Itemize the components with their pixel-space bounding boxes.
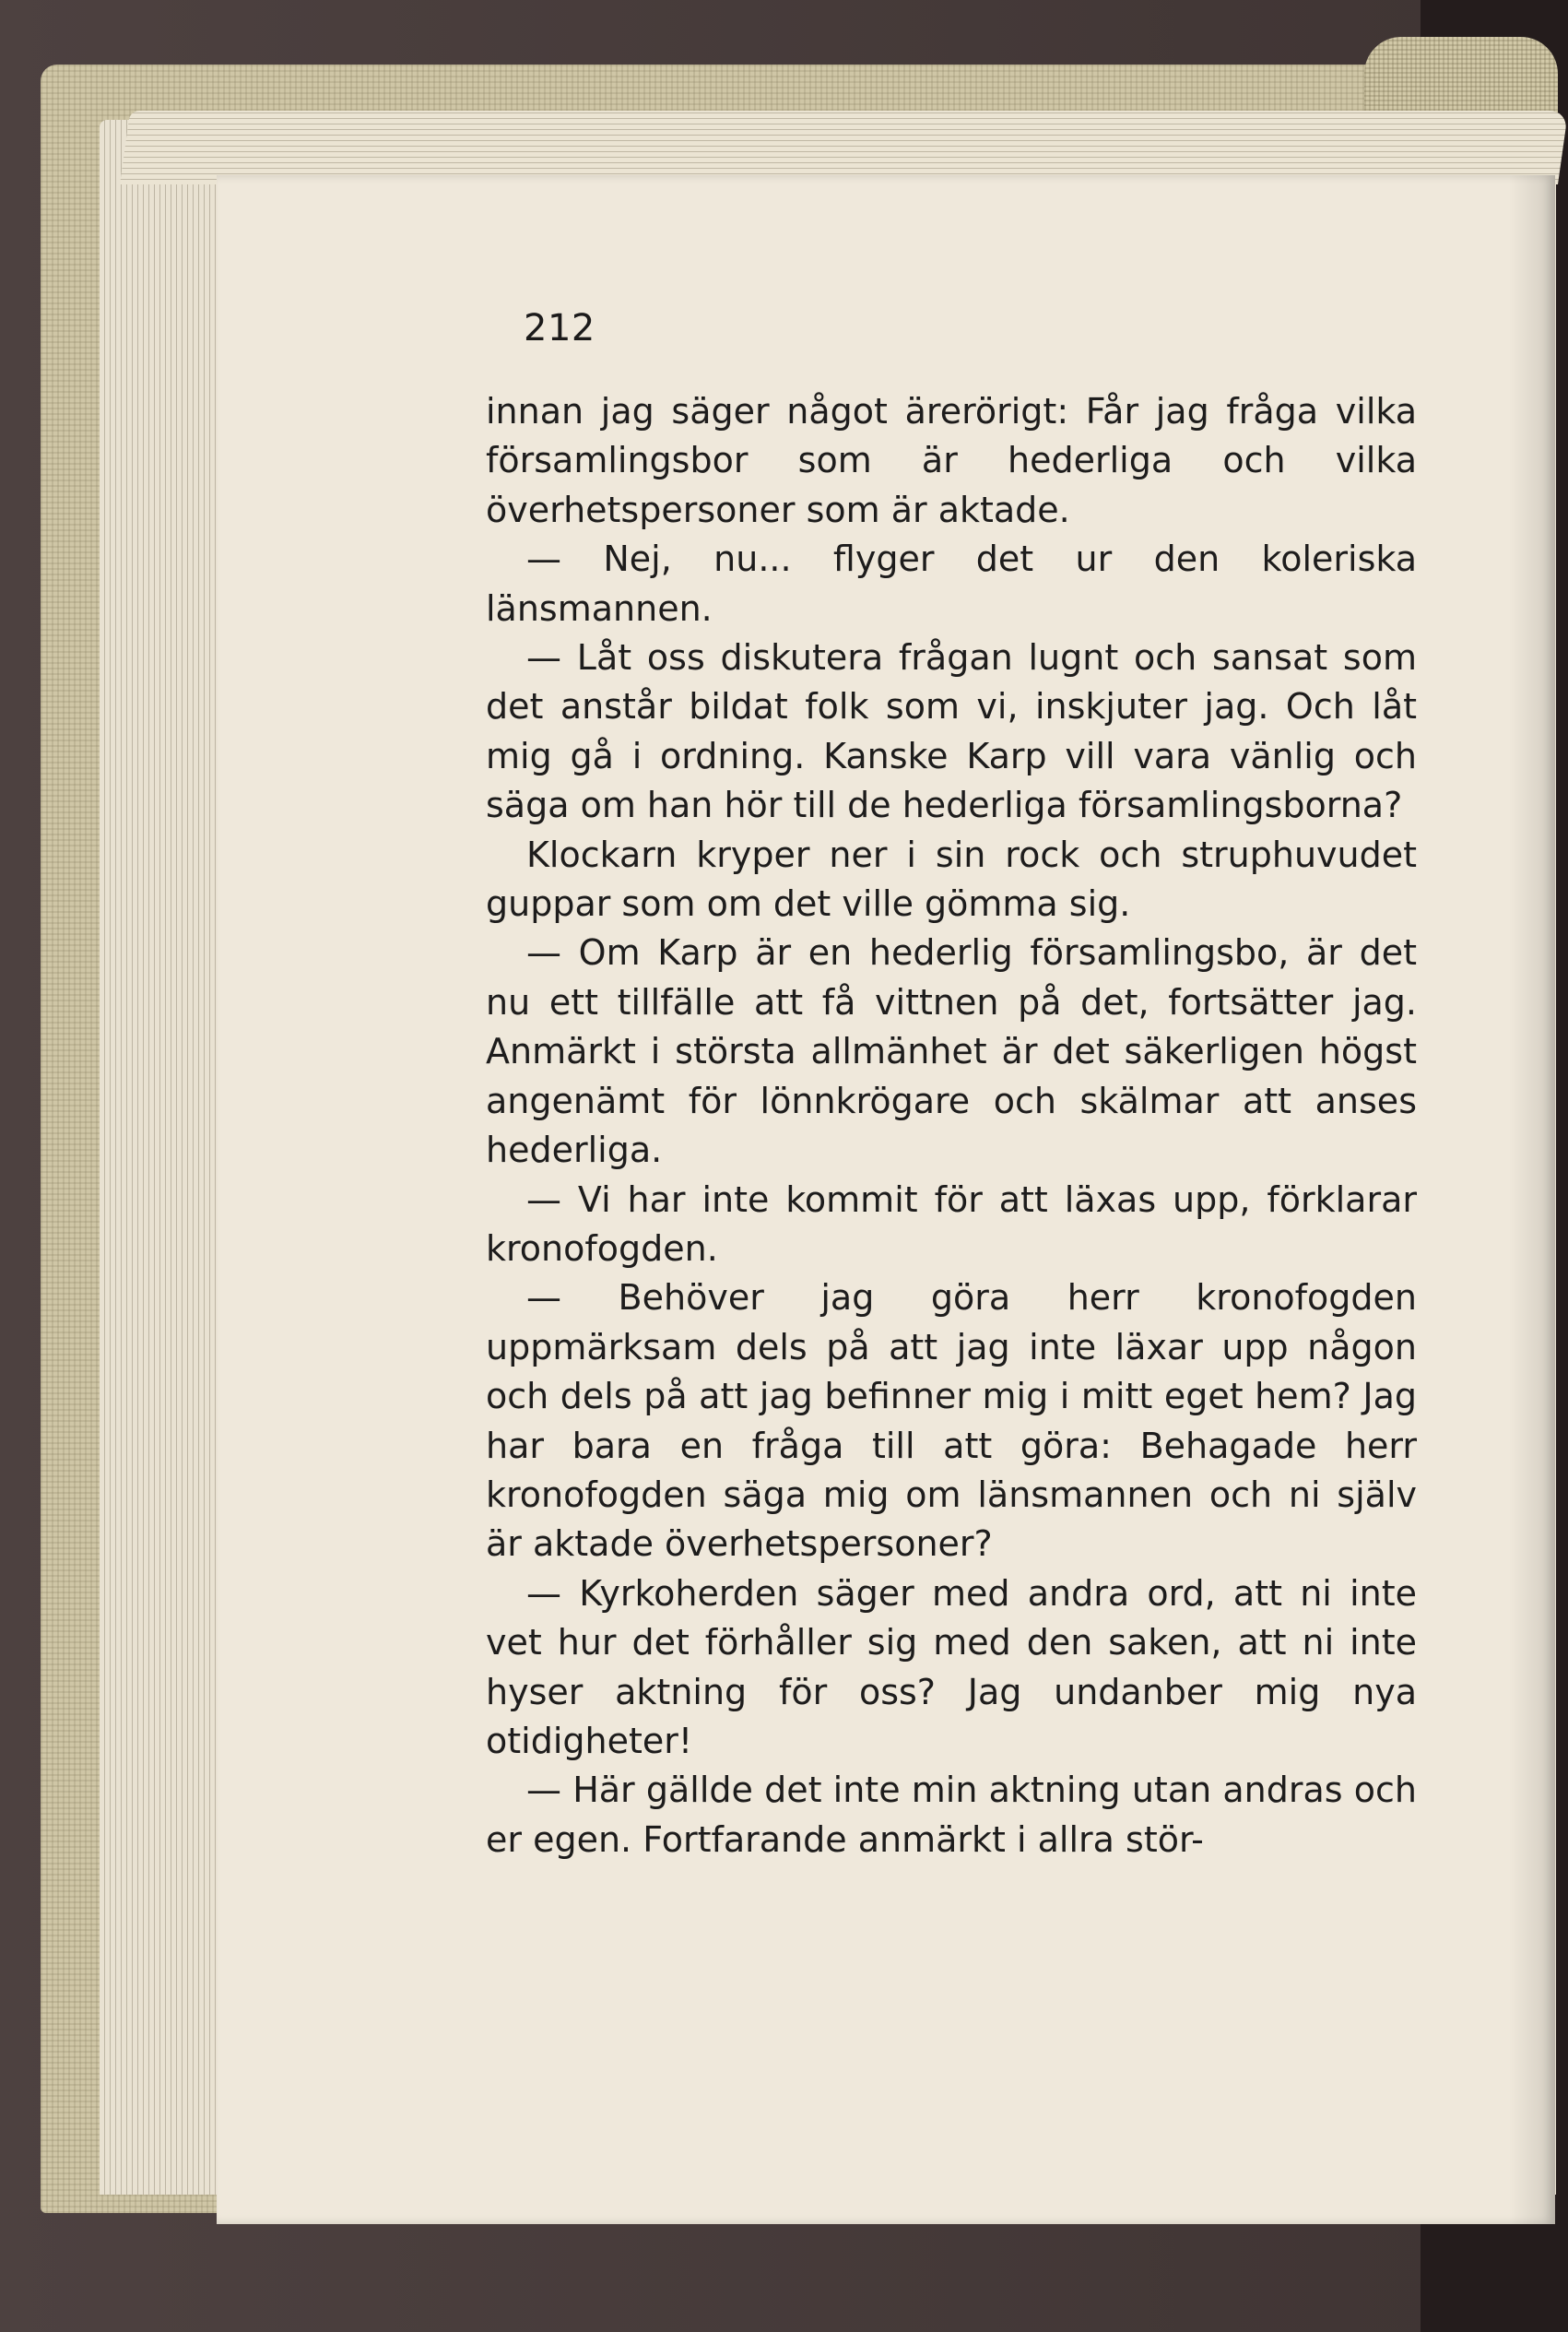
paragraph-8: — Kyrkoherden säger med andra ord, att ni inte vet hur det förhåller sig med den saken, att ni inte hyser aktning för oss? Jag undanber mig nya otidigheter! <box>486 1572 1417 1761</box>
paragraph-9: — Här gällde det inte min aktning utan andras och er egen. Fortfarande anmärkt i allra stör- <box>486 1770 1417 1860</box>
page-text <box>486 387 1417 1864</box>
paragraph-7: — Behöver jag göra herr kronofogden uppmärksam dels på att jag inte läxar upp någon och dels på att jag befinner mig i mitt eget hem? Jag har bara en fråga till att göra: Behagade herr kronofogden säga mig om länsmannen och ni själv är aktade överhetspersoner? <box>486 1277 1417 1565</box>
page-gutter <box>1509 175 1555 2224</box>
paragraph-2: — Nej, nu... flyger det ur den koleriska länsmannen. <box>486 539 1417 629</box>
paragraph-5: — Om Karp är en hederlig församlingsbo, är det nu ett tillfälle att få vittnen på det, fortsätter jag. Anmärkt i största allmänhet är det säkerligen högst angenämt för lönnkrögare och skälmar att anses hederliga. <box>486 932 1417 1171</box>
paragraph-4: Klockarn kryper ner i sin rock och struphuvudet guppar som om det ville gömma sig. <box>486 834 1417 925</box>
paragraph-1: innan jag säger något ärerörigt: Får jag fråga vilka församlingsbor som är hederliga och vilka överhetspersoner som är aktade. <box>486 391 1417 530</box>
paragraph-3: — Låt oss diskutera frågan lugnt och sansat som det anstår bildat folk som vi, inskjuter jag. Och låt mig gå i ordning. Kanske Karp vill vara vänlig och säga om han hör till de hederliga församlingsborna? <box>486 637 1417 826</box>
paragraph-6: — Vi har inte kommit för att läxas upp, förklarar kronofogden. <box>486 1178 1417 1269</box>
page-edges-top <box>120 111 1568 184</box>
page-number: 212 <box>524 307 595 349</box>
